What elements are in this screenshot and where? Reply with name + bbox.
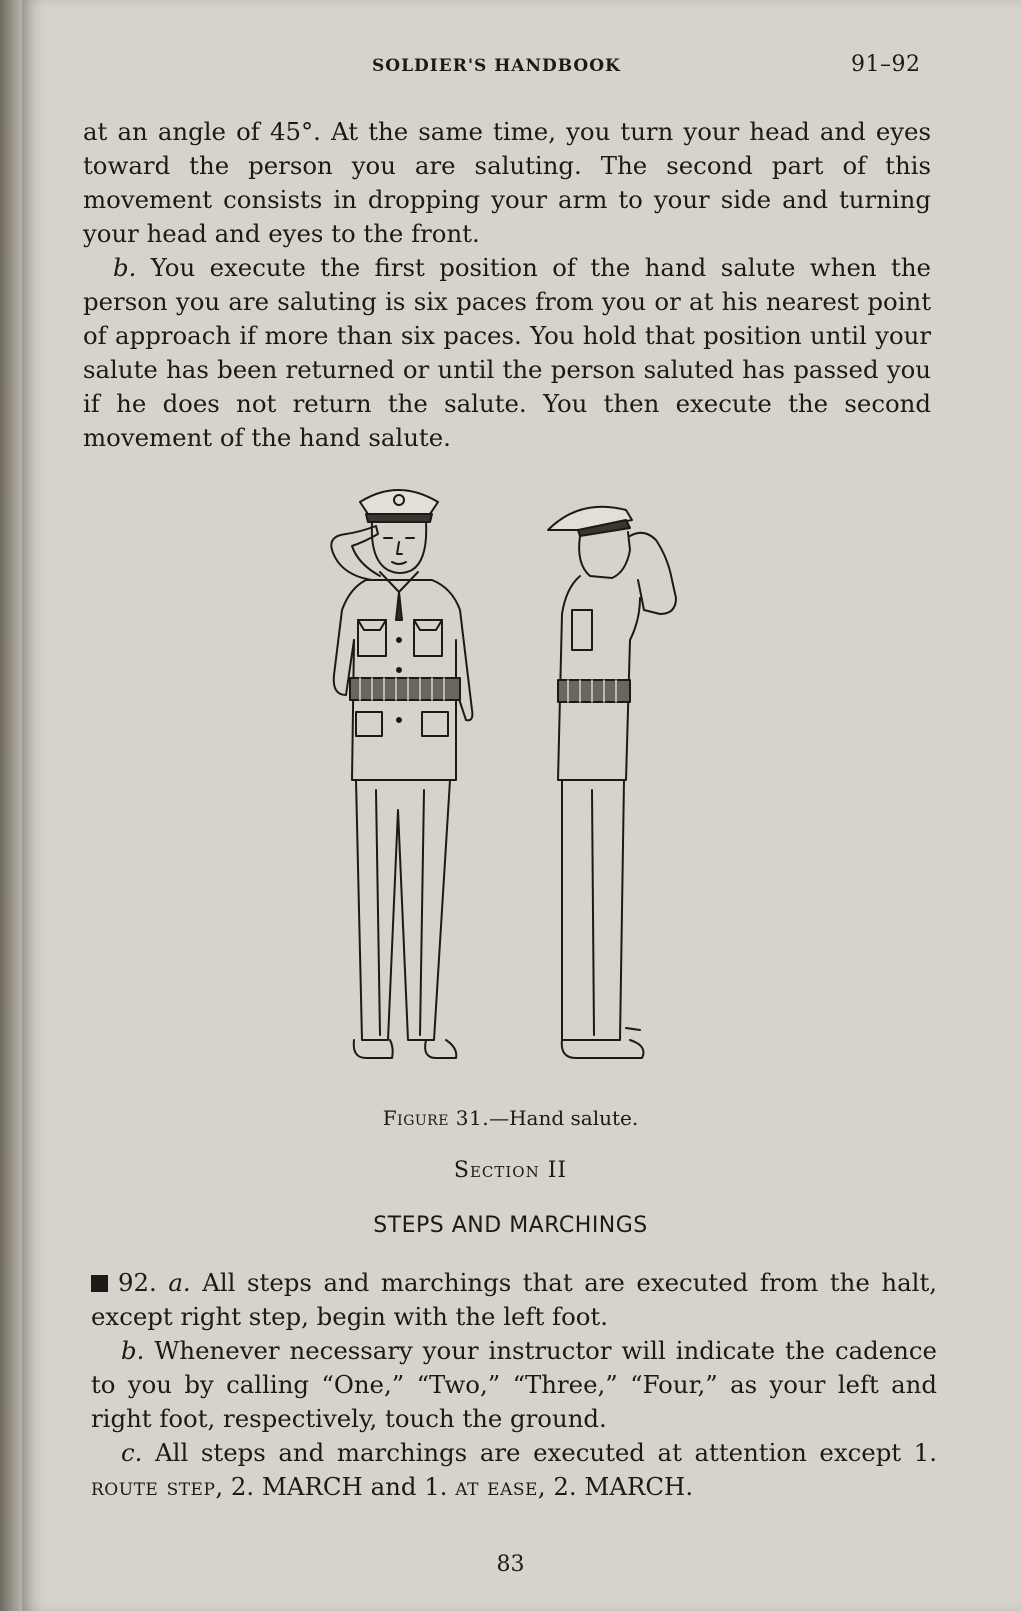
paragraph-text: All steps and marchings that are executed from the halt, except right step, begin with the left foot.	[91, 1268, 937, 1331]
side-soldier-figure	[548, 507, 676, 1058]
figure-caption	[0, 1106, 1021, 1130]
paragraph-92a	[91, 1266, 937, 1334]
soldier-salute-drawing	[280, 480, 740, 1095]
item-label: c.	[121, 1438, 143, 1467]
paragraph-continuation	[83, 115, 931, 251]
paragraph-92b	[91, 1334, 937, 1436]
figure-caption-label: Figure 31.	[382, 1106, 490, 1130]
running-head-page-range: 91–92	[851, 52, 921, 77]
item-label: b.	[113, 253, 137, 282]
paragraph-text: Whenever necessary your instructor will indicate the cadence to you by calling “One,” “Two,” “Three,” “Four,” as your left and right foot, respectively, touch the ground.	[91, 1336, 937, 1433]
square-bullet-icon	[91, 1275, 108, 1292]
book-spine-edge	[0, 0, 22, 1611]
running-head	[0, 52, 1021, 82]
figure-caption-text: —Hand salute.	[489, 1106, 639, 1130]
section-label: Section II	[453, 1158, 568, 1183]
paragraph-text: at an angle of 45°. At the same time, you turn your head and eyes toward the person you are saluting. The second part of this movement consists in dropping your arm to your side and turning your head and eyes to the front.	[83, 117, 931, 248]
item-label: a.	[168, 1268, 191, 1297]
lower-text-block	[91, 1266, 937, 1504]
paragraph-92c	[91, 1436, 937, 1504]
command-route-step: route step	[91, 1472, 216, 1501]
paragraph-b	[83, 251, 931, 455]
paragraph-text: , 2. MARCH.	[537, 1472, 694, 1501]
paragraph-text: All steps and marchings are executed at attention except 1.	[142, 1438, 937, 1467]
section-title: STEPS AND MARCHINGS	[373, 1213, 648, 1238]
paragraph-number: 92.	[118, 1268, 157, 1297]
command-at-ease: at ease	[455, 1472, 538, 1501]
paragraph-text: You execute the first position of the hand salute when the person you are saluting is six paces from you or at his nearest point of approach if more than six paces. You hold that position until your salute has been returned or until the person saluted has passed you if he does not return the salute. You then execute the second movement of the hand salute.	[83, 253, 931, 452]
front-soldier-figure	[331, 490, 472, 1058]
item-label: b.	[121, 1336, 145, 1365]
paragraph-text: , 2. MARCH and 1.	[215, 1472, 456, 1501]
running-head-title: SOLDIER'S HANDBOOK	[372, 56, 621, 76]
hand-salute-illustration	[280, 480, 740, 1095]
page-number: 83	[496, 1552, 525, 1577]
upper-text-block	[83, 115, 931, 455]
